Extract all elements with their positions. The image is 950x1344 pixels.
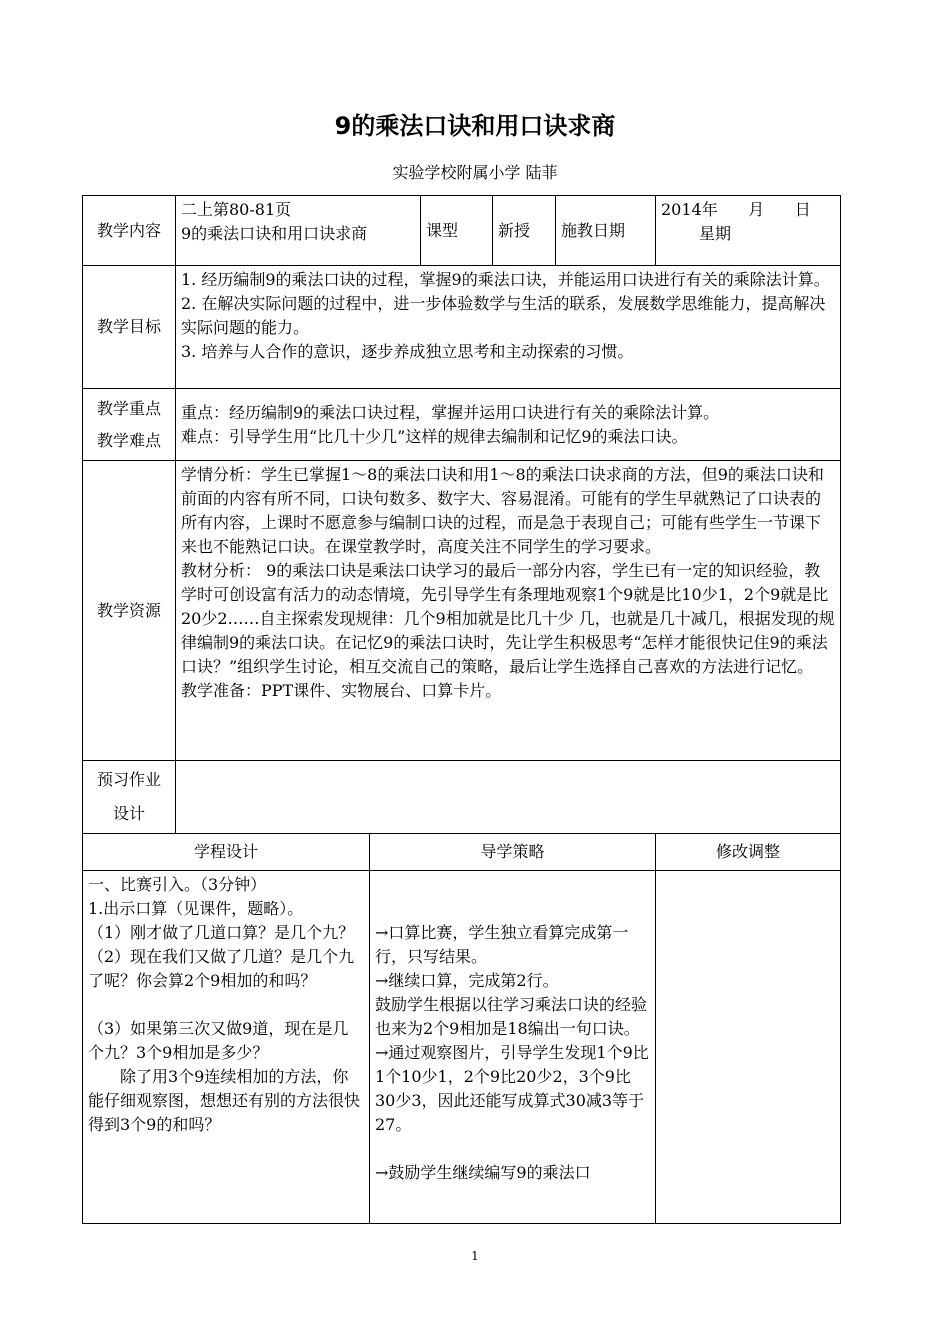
design-line: 1.出示口算（见课件，题略）。 [88, 899, 304, 918]
process-header-strategy: 导学策略 [370, 834, 656, 871]
preview-label-1: 预习作业 [96, 770, 161, 789]
process-strategy-cell [370, 871, 656, 1224]
strategy-line [375, 873, 650, 897]
design-line [88, 993, 364, 1017]
content-row [83, 196, 841, 266]
goal-item: 2. 在解决实际问题的过程中，进一步体验数学与生活的联系，发展数学思维能力，提高解决实际问题的能力。 [181, 294, 826, 337]
strategy-line: →鼓励学生继续编写9的乘法口 [375, 1163, 591, 1182]
document-title: 9的乘法口诀和用口诀求商 [334, 112, 616, 140]
process-header-adjust: 修改调整 [656, 834, 841, 871]
difficulty-label: 教学难点 [96, 430, 161, 450]
goal-item: 1. 经历编制9的乘法口诀的过程，掌握9的乘法口诀，并能运用口诀进行有关的乘除法计算。 [181, 270, 830, 289]
date-label: 施教日期 [556, 196, 656, 266]
resources-row [83, 461, 841, 761]
process-body-row [83, 871, 841, 1224]
process-header-design: 学程设计 [83, 834, 370, 871]
strategy-line [375, 897, 650, 921]
design-line: （1）刚才做了几道口算？是几个九？ [88, 923, 355, 942]
goals-content [176, 266, 841, 389]
preview-row [83, 761, 841, 834]
page-number: 1 [471, 1249, 479, 1263]
preview-label [83, 761, 176, 834]
design-line: （2）现在我们又做了几道？是几个九了呢？你会算2个9相加的和吗？ [88, 947, 355, 990]
strategy-line: →口算比赛，学生独立看算完成第一行，只写结果。 [375, 923, 629, 966]
key-points-row [83, 389, 841, 461]
strategy-line: 鼓励学生根据以往学习乘法口诀的经验也来为2个9相加是18编出一句口诀。 [375, 995, 648, 1038]
goal-item: 3. 培养与人合作的意识，逐步养成独立思考和主动探索的习惯。 [181, 342, 634, 361]
process-design-cell [83, 871, 370, 1224]
situation-analysis: 学情分析：学生已掌握1～8的乘法口诀和用1～8的乘法口诀求商的方法，但9的乘法口诀和前面的内容有所不同，口诀句数多、数字大、容易混淆。可能有的学生早就熟记了口诀表的所有内容，上课时不愿意参与编制口诀的过程，而是急于表现自己；可能有些学生一节课下来也不能熟记口诀。在课堂教学时，高度关注不同学生的学习要求。 [181, 465, 824, 556]
content-label: 教学内容 [83, 196, 176, 266]
type-value: 新授 [493, 196, 556, 266]
preview-label-2: 设计 [112, 804, 145, 823]
teaching-prep: 教学准备：PPT课件、实物展台、口算卡片。 [181, 681, 502, 700]
focus-text: 重点：经历编制9的乘法口诀过程，掌握并运用口诀进行有关的乘除法计算。 [181, 402, 720, 422]
design-line: （3）如果第三次又做9道，现在是几个九？3个9相加是多少？ [88, 1019, 349, 1062]
goals-label: 教学目标 [83, 266, 176, 389]
resources-content [176, 461, 841, 761]
process-table [82, 833, 841, 1224]
resources-label: 教学资源 [83, 461, 176, 761]
textbook-analysis: 教材分析： 9的乘法口诀是乘法口诀学习的最后一部分内容，学生已有一定的知识经验，教学时可创设富有活力的动态情境，先引导学生有条理地观察1个9就是比10少1，2个9就是比20少2……自主探索发现规律：几个9相加就是比几十少 几，也就是几十减几，根据发现的规律编制9的乘法口诀。在记忆9的乘法口诀时，先让学生积极思考“怎样才能很快记住9的乘法口诀？”组织学生讨论，相互交流自己的策略，最后让学生选择自己喜欢的方法进行记忆。 [181, 561, 835, 676]
strategy-line [375, 1137, 650, 1161]
strategy-line: →继续口算，完成第2行。 [375, 971, 559, 990]
key-points-content [176, 389, 841, 461]
lesson-info-table [82, 195, 841, 834]
author-line: 实验学校附属小学 陆菲 [392, 163, 558, 182]
design-line: 一、比赛引入。（3分钟） [88, 875, 267, 894]
type-label: 课型 [421, 196, 493, 266]
goals-row [83, 266, 841, 389]
content-value [176, 196, 421, 266]
content-line-1: 二上第80-81页 [181, 200, 292, 219]
date-line-2: 星期 [699, 224, 732, 243]
preview-content [176, 761, 841, 834]
date-line-1: 2014年 月 日 [661, 200, 811, 219]
difficulty-text: 难点：引导学生用“比几十少几”这样的规律去编制和记忆9的乘法口诀。 [181, 426, 688, 446]
process-header-row [83, 834, 841, 871]
strategy-line: →通过观察图片，引导学生发现1个9比1个10少1，2个9比20少2，3个9比30少3，因此还能写成算式30减3等于27。 [375, 1043, 649, 1134]
key-points-label [83, 389, 176, 461]
design-line: 除了用3个9连续相加的方法，你能仔细观察图，想想还有别的方法很快得到3个9的和吗？ [88, 1067, 361, 1134]
focus-label: 教学重点 [96, 398, 161, 418]
process-adjust-cell [656, 871, 841, 1224]
content-line-2: 9的乘法口诀和用口诀求商 [181, 224, 368, 243]
date-value [656, 196, 841, 266]
